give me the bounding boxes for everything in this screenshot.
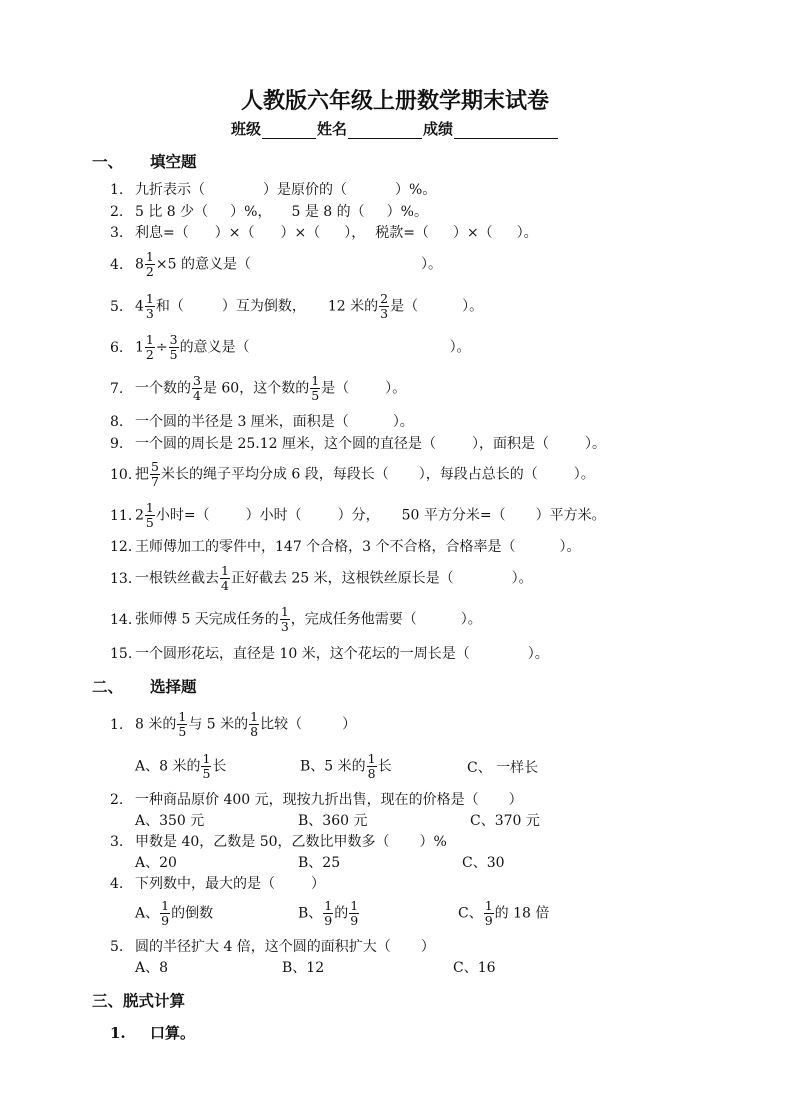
choice-question-1: 1. 8 米的 $\frac{1}{5}$ 与 5 米的 $\frac{1}{8}$ 比较（ ）: [110, 709, 357, 739]
choice-2-option-c[interactable]: C、370 元: [470, 813, 540, 829]
fill-question-13: 13. 一根铁丝截去 $\frac{1}{4}$ 正好截去 25 米，这根铁丝原长是（ ）。: [110, 563, 533, 593]
choice-question-2: 2. 一种商品原价 400 元，现按九折出售，现在的价格是（ ）: [110, 792, 523, 808]
page-title: 人教版六年级上册数学期末试卷: [240, 88, 549, 114]
fraction: $\frac{1}{3}$: [280, 604, 289, 634]
choice-3-option-a[interactable]: A、20: [135, 855, 177, 871]
fill-question-7: 7. 一个数的 $\frac{3}{4}$ 是 60，这个数的 $\frac{1}{5}$ 是（ ）。: [110, 373, 407, 403]
choice-2-option-b[interactable]: B、360 元: [298, 813, 368, 829]
fill-question-6: 6. 1 $\frac{1}{2}$ ÷ $\frac{3}{5}$ 的意义是（ ）。: [110, 332, 471, 362]
choice-5-option-c[interactable]: C、16: [453, 960, 496, 976]
student-info-line: [0, 118, 790, 139]
fraction: $\frac{1}{5}$: [311, 373, 320, 403]
fraction: $\frac{2}{3}$: [380, 291, 389, 321]
fill-question-11: 11. 2 $\frac{1}{5}$ 小时=（ ）小时（ ）分， 50 平方分米=（ ）平方米。: [110, 500, 606, 530]
choice-4-option-a[interactable]: A、 $\frac{1}{9}$ 的倒数: [135, 898, 214, 928]
fill-question-4: 4. 8 $\frac{1}{2}$ ×5 的意义是（ ）。: [110, 249, 442, 279]
fraction: $\frac{3}{5}$: [169, 332, 178, 362]
fill-question-15: 15. 一个圆形花坛，直径是 10 米，这个花坛的一周长是（ ）。: [110, 646, 549, 662]
fraction: $\frac{1}{9}$: [350, 898, 359, 928]
fraction: $\frac{1}{8}$: [250, 709, 259, 739]
fraction: $\frac{1}{9}$: [161, 898, 170, 928]
fill-question-9: 9. 一个圆的周长是 25.12 厘米，这个圆的直径是（ ），面积是（ ）。: [110, 436, 606, 452]
choice-question-4: 4. 下列数中，最大的是（ ）: [110, 876, 325, 892]
section-heading-calc: 三、脱式计算: [92, 991, 186, 1010]
name-label: 姓名: [316, 120, 347, 138]
section-heading-choice: 二、 选择题: [92, 677, 197, 696]
fraction: $\frac{1}{5}$: [202, 751, 211, 781]
fraction: $\frac{1}{4}$: [221, 563, 229, 593]
score-blank[interactable]: [454, 122, 558, 139]
choice-3-option-b[interactable]: B、25: [298, 855, 341, 871]
fraction: $\frac{1}{5}$: [178, 709, 187, 739]
choice-1-option-b[interactable]: B、5 米的 $\frac{1}{8}$ 长: [300, 751, 392, 781]
fraction: $\frac{1}{2}$: [145, 332, 154, 362]
fill-question-5: 5. 4 $\frac{1}{3}$ 和（ ）互为倒数， 12 米的 $\frac{2}{3}$ 是（ ）。: [110, 291, 484, 321]
fraction: $\frac{1}{9}$: [484, 898, 493, 928]
fraction: $\frac{1}{5}$: [145, 500, 154, 530]
class-label: 班级: [230, 120, 261, 138]
fraction: $\frac{1}{8}$: [367, 751, 376, 781]
fill-question-2: 2. 5 比 8 少（ ）%， 5 是 8 的（ ）%。: [110, 204, 428, 220]
fill-question-10: 10. 把 $\frac{5}{7}$ 米长的绳子平均分成 6 段，每段长（ ），每段占总长的（ ）。: [110, 459, 595, 489]
fill-question-1: 1. 九折表示（ ）是原价的（ ）%。: [110, 182, 437, 198]
choice-3-option-c[interactable]: C、30: [462, 855, 505, 871]
choice-4-option-c[interactable]: C、 $\frac{1}{9}$ 的 18 倍: [458, 898, 550, 928]
fill-question-3: 3. 利息=（ ）×（ ）×（ ）， 税款=（ ）×（ ）。: [110, 225, 538, 241]
fraction: $\frac{3}{4}$: [193, 373, 201, 403]
choice-4-option-b[interactable]: B、 $\frac{1}{9}$ 的 $\frac{1}{9}$: [298, 898, 359, 928]
score-label: 成绩: [423, 120, 454, 138]
class-blank[interactable]: [262, 122, 316, 139]
fill-question-14: 14. 张师傅 5 天完成任务的 $\frac{1}{3}$ ，完成任务他需要（ ）。: [110, 604, 482, 634]
fraction: $\frac{1}{2}$: [145, 249, 154, 279]
fraction: $\frac{1}{9}$: [324, 898, 333, 928]
fraction: $\frac{1}{3}$: [145, 291, 154, 321]
name-blank[interactable]: [348, 122, 422, 139]
choice-question-5: 5. 圆的半径扩大 4 倍，这个圆的面积扩大（ ）: [110, 939, 435, 955]
fill-question-12: 12. 王师傅加工的零件中，147 个合格，3 个不合格，合格率是（ ）。: [110, 539, 581, 555]
choice-1-option-c[interactable]: C、 一样长: [467, 760, 539, 776]
sub-heading-mental-calc: 1. 口算。: [110, 1024, 196, 1042]
fill-question-8: 8. 一个圆的半径是 3 厘米，面积是（ ）。: [110, 414, 414, 430]
fraction: $\frac{5}{7}$: [151, 459, 159, 489]
choice-5-option-b[interactable]: B、12: [282, 960, 325, 976]
choice-2-option-a[interactable]: A、350 元: [135, 813, 205, 829]
choice-question-3: 3. 甲数是 40，乙数是 50，乙数比甲数多（ ）%: [110, 834, 447, 850]
section-heading-fill: 一、 填空题: [92, 152, 197, 171]
choice-5-option-a[interactable]: A、8: [135, 960, 169, 976]
choice-1-option-a[interactable]: A、8 米的 $\frac{1}{5}$ 长: [135, 751, 227, 781]
